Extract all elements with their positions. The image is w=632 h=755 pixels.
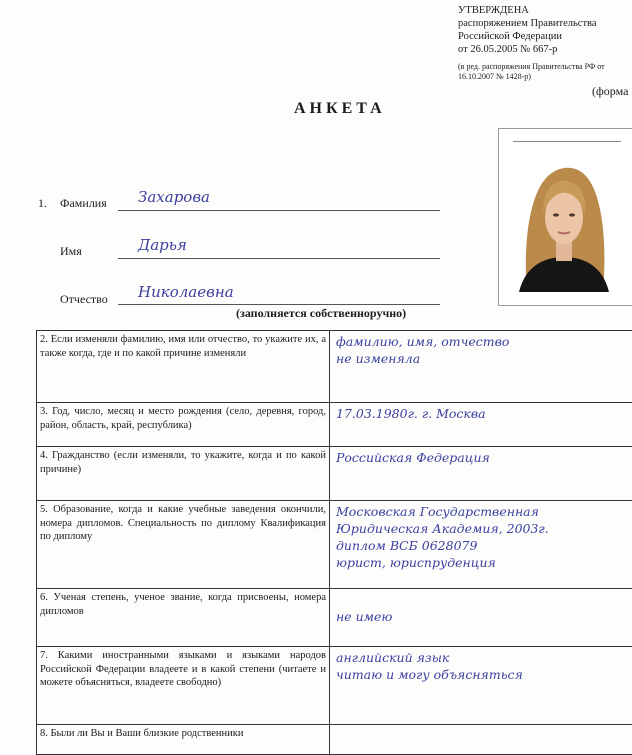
table-row bbox=[37, 403, 632, 447]
question-cell: 2. Если изменяли фамилию, имя или отчество, то укажите их, а также когда, где и по какой причине изменяли bbox=[37, 331, 330, 403]
handwritten-note: (заполняется собственноручно) bbox=[236, 306, 406, 321]
name-line bbox=[118, 258, 440, 259]
answer-cell[interactable] bbox=[330, 447, 632, 501]
table-row bbox=[37, 331, 632, 403]
table-row bbox=[37, 647, 632, 725]
answer-line: читаю и могу объясняться bbox=[336, 666, 629, 683]
page-title: АНКЕТА bbox=[294, 100, 386, 118]
table-row bbox=[37, 501, 632, 589]
questionnaire-table bbox=[36, 330, 632, 755]
applicant-photo bbox=[509, 155, 619, 292]
table-row bbox=[37, 447, 632, 501]
surname-line bbox=[118, 210, 440, 211]
answer-cell[interactable] bbox=[330, 725, 632, 755]
answer-cell[interactable] bbox=[330, 589, 632, 647]
form-label: (форма bbox=[592, 84, 628, 99]
answer-line: 17.03.1980г. г. Москва bbox=[336, 405, 629, 422]
question-cell: 5. Образование, когда и какие учебные заведения окончили, номера дипломов. Специальность по диплому Квалификация по диплому bbox=[37, 501, 330, 589]
answer-cell[interactable] bbox=[330, 403, 632, 447]
name-label: Имя bbox=[60, 244, 82, 259]
table-row bbox=[37, 589, 632, 647]
patronymic-line bbox=[118, 304, 440, 305]
answer-line: Российская Федерация bbox=[336, 449, 629, 466]
surname-label: Фамилия bbox=[60, 196, 107, 211]
question-cell: 3. Год, число, месяц и место рождения (село, деревня, город, район, область, край, республика) bbox=[37, 403, 330, 447]
answer-line: не изменяла bbox=[336, 350, 629, 367]
approved-line-3: от 26.05.2005 № 667-р bbox=[458, 43, 632, 56]
patronymic-value[interactable]: Николаевна bbox=[138, 283, 234, 301]
approval-stamp bbox=[458, 4, 632, 82]
question-cell: 8. Были ли Вы и Ваши близкие родственники bbox=[37, 725, 330, 755]
name-value[interactable]: Дарья bbox=[138, 236, 187, 254]
answer-line: диплом ВСБ 0628079 bbox=[336, 537, 629, 554]
answer-line: не имею bbox=[336, 608, 629, 625]
question-cell: 6. Ученая степень, ученое звание, когда присвоены, номера дипломов bbox=[37, 589, 330, 647]
approved-line-2: Российской Федерации bbox=[458, 30, 632, 43]
answer-line: юрист, юриспруденция bbox=[336, 554, 629, 571]
answer-line: Юридическая Академия, 2003г. bbox=[336, 520, 629, 537]
approved-label: УТВЕРЖДЕНА bbox=[458, 4, 632, 17]
table-row bbox=[37, 725, 632, 755]
answer-line bbox=[336, 591, 629, 608]
portrait-image bbox=[509, 155, 619, 292]
answer-cell[interactable] bbox=[330, 331, 632, 403]
answer-line: Московская Государственная bbox=[336, 503, 629, 520]
amendment-note: (в ред. распоряжения Правительства РФ от 16.10.2007 № 1428-р) bbox=[458, 62, 632, 82]
answer-line: фамилию, имя, отчество bbox=[336, 333, 629, 350]
surname-value[interactable]: Захарова bbox=[138, 188, 210, 206]
approved-line-1: распоряжением Правительства bbox=[458, 17, 632, 30]
patronymic-label: Отчество bbox=[60, 292, 108, 307]
answer-line: английский язык bbox=[336, 649, 629, 666]
question-cell: 7. Какими иностранными языками и языками народов Российской Федерации владеете и в какой степени (читаете и можете объясняться, владеете свободно) bbox=[37, 647, 330, 725]
answer-cell[interactable] bbox=[330, 501, 632, 589]
answer-cell[interactable] bbox=[330, 647, 632, 725]
photo-frame bbox=[498, 128, 632, 306]
photo-top-line bbox=[513, 141, 621, 142]
answer-line bbox=[336, 727, 629, 744]
field-number: 1. bbox=[38, 196, 47, 211]
question-cell: 4. Гражданство (если изменяли, то укажите, когда и по какой причине) bbox=[37, 447, 330, 501]
